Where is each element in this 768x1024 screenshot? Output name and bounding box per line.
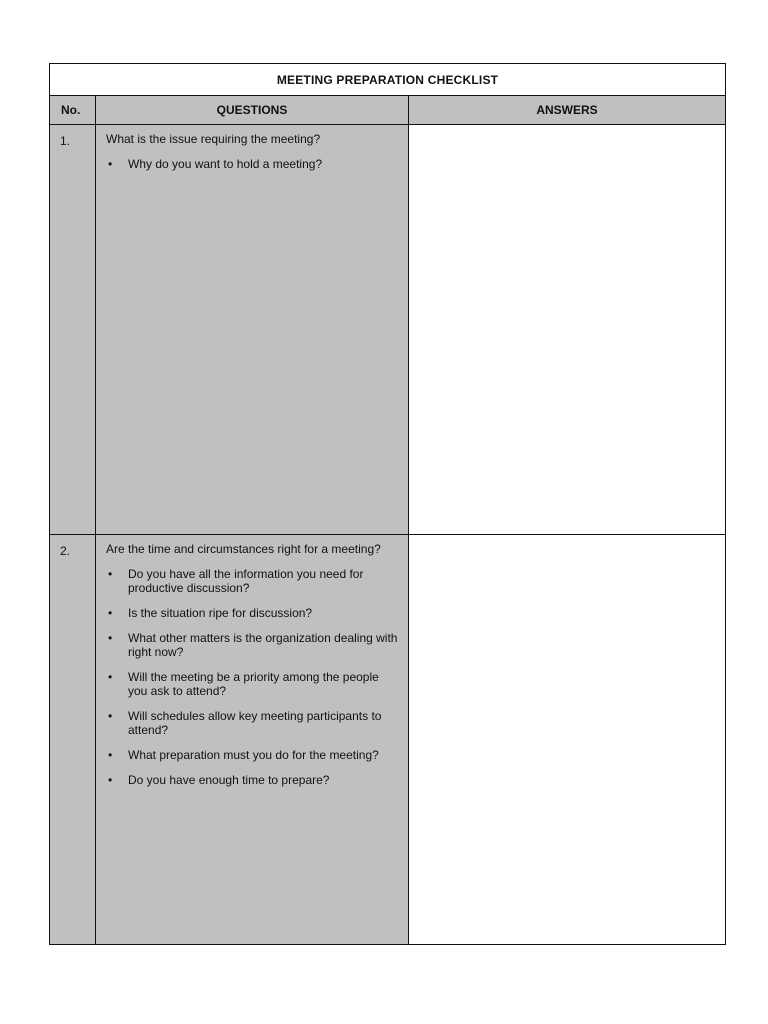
- sub-question: [106, 631, 398, 659]
- sub-question-text: What preparation must you do for the meeting?: [128, 748, 379, 762]
- sub-question-text: Will schedules allow key meeting participants to attend?: [128, 709, 382, 737]
- sub-question: [106, 606, 398, 620]
- sub-question-text: Why do you want to hold a meeting?: [128, 157, 323, 171]
- sub-question: [106, 709, 398, 737]
- bullet-icon: •: [108, 606, 113, 620]
- document-title: MEETING PREPARATION CHECKLIST: [50, 64, 726, 96]
- sub-question-list: [106, 567, 398, 787]
- sub-question: [106, 773, 398, 787]
- bullet-icon: •: [108, 631, 113, 645]
- column-header-questions: QUESTIONS: [96, 96, 409, 125]
- title-row: [50, 64, 726, 96]
- bullet-icon: •: [108, 157, 113, 171]
- sub-question-text: Is the situation ripe for discussion?: [128, 606, 313, 620]
- answer-cell[interactable]: [409, 125, 726, 535]
- meeting-checklist-table: [49, 63, 726, 945]
- checklist-item-row: [50, 535, 726, 945]
- bullet-icon: •: [108, 709, 113, 723]
- sub-question-text: Do you have all the information you need for productive discussion?: [128, 567, 364, 595]
- question-text: Are the time and circumstances right for a meeting?: [106, 542, 381, 556]
- column-header-no: No.: [50, 96, 96, 125]
- bullet-icon: •: [108, 773, 113, 787]
- question-cell: [96, 125, 409, 535]
- answer-cell[interactable]: [409, 535, 726, 945]
- sub-question-list: [106, 157, 398, 171]
- question-cell: [96, 535, 409, 945]
- sub-question-text: Do you have enough time to prepare?: [128, 773, 330, 787]
- item-number: 1.: [50, 125, 96, 535]
- sub-question: [106, 670, 398, 698]
- checklist-item-row: [50, 125, 726, 535]
- sub-question: [106, 567, 398, 595]
- sub-question-text: What other matters is the organization dealing with right now?: [128, 631, 398, 659]
- header-row: [50, 96, 726, 125]
- sub-question: [106, 748, 398, 762]
- bullet-icon: •: [108, 670, 113, 684]
- item-number: 2.: [50, 535, 96, 945]
- question-text: What is the issue requiring the meeting?: [106, 132, 321, 146]
- bullet-icon: •: [108, 748, 113, 762]
- bullet-icon: •: [108, 567, 113, 581]
- sub-question-text: Will the meeting be a priority among the people you ask to attend?: [128, 670, 379, 698]
- sub-question: [106, 157, 398, 171]
- column-header-answers: ANSWERS: [409, 96, 726, 125]
